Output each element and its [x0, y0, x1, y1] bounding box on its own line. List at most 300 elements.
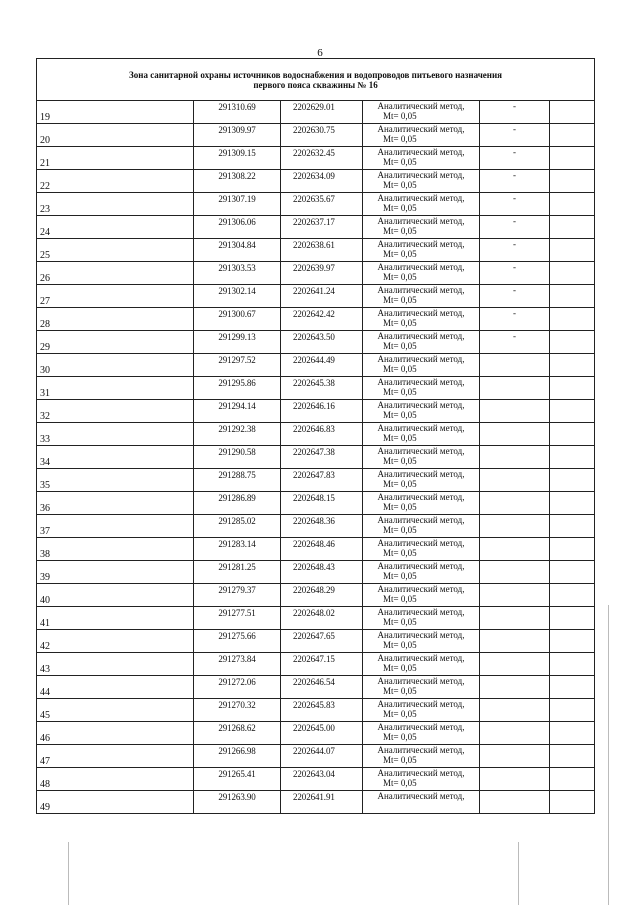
- empty-cell: [550, 262, 595, 285]
- method-label: Аналитический метод,: [377, 791, 465, 801]
- mark-cell: [480, 423, 550, 446]
- point-number: [37, 101, 194, 124]
- empty-cell: [550, 653, 595, 676]
- coordinate-x-value: 291270.32: [218, 700, 256, 710]
- empty-cell: [550, 377, 595, 400]
- coordinate-y-value: 2202639.97: [293, 263, 335, 273]
- coordinate-x: [194, 354, 281, 377]
- mark-cell: [480, 791, 550, 814]
- coordinate-y-value: 2202645.38: [293, 378, 335, 388]
- method-label: Аналитический метод,: [377, 101, 465, 111]
- coordinate-x: [194, 377, 281, 400]
- coordinate-x: [194, 745, 281, 768]
- coordinate-y: [281, 745, 363, 768]
- mark-cell-value: -: [513, 262, 516, 272]
- coordinate-x: [194, 722, 281, 745]
- mark-cell: [480, 607, 550, 630]
- coordinate-x: [194, 239, 281, 262]
- coordinate-y: [281, 469, 363, 492]
- method-cell: [363, 561, 480, 584]
- point-number: [37, 124, 194, 147]
- table-row: [37, 745, 595, 768]
- table-row: [37, 239, 595, 262]
- mark-cell-value: -: [513, 239, 516, 249]
- table-row: [37, 101, 595, 124]
- table-row: [37, 676, 595, 699]
- method-label: Аналитический метод,: [377, 124, 465, 134]
- accuracy-label: Mt= 0,05: [383, 272, 417, 282]
- coordinate-y: [281, 216, 363, 239]
- accuracy-label: Mt= 0,05: [383, 479, 417, 489]
- coordinate-x: [194, 561, 281, 584]
- mark-cell: [480, 469, 550, 492]
- coordinate-x-value: 291283.14: [218, 539, 256, 549]
- accuracy-label: Mt= 0,05: [383, 525, 417, 535]
- method-cell: [363, 791, 480, 814]
- method-label: Аналитический метод,: [377, 722, 465, 732]
- coordinate-y-value: 2202638.61: [293, 240, 335, 250]
- table-title-line-1: Зона санитарной охраны источников водоснабжения и водопроводов питьевого назначения: [129, 69, 503, 80]
- method-label: Аналитический метод,: [377, 170, 465, 180]
- accuracy-label: Mt= 0,05: [383, 134, 417, 144]
- table-row: [37, 331, 595, 354]
- coordinate-y-value: 2202648.15: [293, 493, 335, 503]
- coordinate-x-value: 291309.15: [218, 148, 256, 158]
- method-cell: [363, 285, 480, 308]
- point-number-value: 46: [40, 733, 50, 744]
- coordinate-y: [281, 584, 363, 607]
- coordinate-x-value: 291268.62: [218, 723, 256, 733]
- point-number: [37, 584, 194, 607]
- empty-cell: [550, 147, 595, 170]
- method-label: Аналитический метод,: [377, 538, 465, 548]
- empty-cell: [550, 607, 595, 630]
- coordinate-x-value: 291308.22: [218, 171, 256, 181]
- coordinate-x-value: 291310.69: [218, 102, 256, 112]
- mark-cell: [480, 722, 550, 745]
- point-number-value: 26: [40, 273, 50, 284]
- method-label: Аналитический метод,: [377, 354, 465, 364]
- method-label: Аналитический метод,: [377, 400, 465, 410]
- accuracy-label: Mt= 0,05: [383, 295, 417, 305]
- method-cell: [363, 630, 480, 653]
- method-cell: [363, 216, 480, 239]
- mark-cell: [480, 699, 550, 722]
- mark-cell: [480, 630, 550, 653]
- method-label: Аналитический метод,: [377, 469, 465, 479]
- empty-cell: [550, 745, 595, 768]
- coordinate-x: [194, 193, 281, 216]
- accuracy-label: Mt= 0,05: [383, 502, 417, 512]
- mark-cell-value: -: [513, 124, 516, 134]
- mark-cell: [480, 492, 550, 515]
- coordinate-x-value: 291290.58: [218, 447, 256, 457]
- point-number-value: 39: [40, 572, 50, 583]
- accuracy-label: Mt= 0,05: [383, 571, 417, 581]
- coordinate-x-value: 291273.84: [218, 654, 256, 664]
- coordinate-x-value: 291295.86: [218, 378, 256, 388]
- accuracy-label: Mt= 0,05: [383, 180, 417, 190]
- accuracy-label: Mt= 0,05: [383, 249, 417, 259]
- coordinate-x-value: 291265.41: [218, 769, 256, 779]
- mark-cell: [480, 331, 550, 354]
- table-row: [37, 653, 595, 676]
- coordinate-y-value: 2202637.17: [293, 217, 335, 227]
- point-number-value: 49: [40, 802, 50, 813]
- empty-cell: [550, 400, 595, 423]
- coordinate-x-value: 291281.25: [218, 562, 256, 572]
- accuracy-label: Mt= 0,05: [383, 341, 417, 351]
- method-label: Аналитический метод,: [377, 653, 465, 663]
- coordinate-x-value: 291288.75: [218, 470, 256, 480]
- empty-cell: [550, 630, 595, 653]
- coordinate-y-value: 2202648.43: [293, 562, 335, 572]
- coordinate-x: [194, 101, 281, 124]
- coordinate-x-value: 291302.14: [218, 286, 256, 296]
- method-cell: [363, 331, 480, 354]
- point-number: [37, 331, 194, 354]
- coordinate-x-value: 291294.14: [218, 401, 256, 411]
- coordinate-x: [194, 331, 281, 354]
- method-label: Аналитический метод,: [377, 745, 465, 755]
- method-label: Аналитический метод,: [377, 147, 465, 157]
- point-number: [37, 400, 194, 423]
- coordinate-x: [194, 699, 281, 722]
- coordinate-y-value: 2202629.01: [293, 102, 335, 112]
- method-cell: [363, 768, 480, 791]
- coordinate-x-value: 291285.02: [218, 516, 256, 526]
- coordinate-x-value: 291279.37: [218, 585, 256, 595]
- method-label: Аналитический метод,: [377, 768, 465, 778]
- empty-cell: [550, 308, 595, 331]
- table-row: [37, 147, 595, 170]
- mark-cell: [480, 285, 550, 308]
- point-number-value: 41: [40, 618, 50, 629]
- coordinate-y-value: 2202647.83: [293, 470, 335, 480]
- coordinate-y: [281, 699, 363, 722]
- coordinate-y-value: 2202648.02: [293, 608, 335, 618]
- coordinate-x: [194, 492, 281, 515]
- coordinate-x: [194, 515, 281, 538]
- coordinate-y: [281, 400, 363, 423]
- coordinate-y-value: 2202635.67: [293, 194, 335, 204]
- coordinate-x: [194, 124, 281, 147]
- point-number-value: 23: [40, 204, 50, 215]
- mark-cell: [480, 515, 550, 538]
- table-row: [37, 193, 595, 216]
- coordinate-x: [194, 170, 281, 193]
- point-number-value: 36: [40, 503, 50, 514]
- coordinate-y-value: 2202641.91: [293, 792, 335, 802]
- point-number: [37, 538, 194, 561]
- method-cell: [363, 492, 480, 515]
- accuracy-label: Mt= 0,05: [383, 387, 417, 397]
- point-number-value: 34: [40, 457, 50, 468]
- point-number-value: 28: [40, 319, 50, 330]
- table-row: [37, 515, 595, 538]
- empty-cell: [550, 331, 595, 354]
- coordinate-y-value: 2202645.00: [293, 723, 335, 733]
- table-row: [37, 630, 595, 653]
- method-label: Аналитический метод,: [377, 193, 465, 203]
- method-cell: [363, 423, 480, 446]
- empty-cell: [550, 446, 595, 469]
- table-row: [37, 216, 595, 239]
- point-number-value: 31: [40, 388, 50, 399]
- coordinate-y-value: 2202647.15: [293, 654, 335, 664]
- coordinate-y: [281, 446, 363, 469]
- accuracy-label: Mt= 0,05: [383, 617, 417, 627]
- empty-cell: [550, 193, 595, 216]
- page-margin-line-left: [68, 842, 69, 905]
- mark-cell: [480, 101, 550, 124]
- coordinate-x: [194, 676, 281, 699]
- method-label: Аналитический метод,: [377, 239, 465, 249]
- empty-cell: [550, 515, 595, 538]
- coordinate-y-value: 2202648.36: [293, 516, 335, 526]
- coordinate-y: [281, 354, 363, 377]
- point-number: [37, 722, 194, 745]
- point-number: [37, 791, 194, 814]
- coordinate-y-value: 2202632.45: [293, 148, 335, 158]
- page-margin-line-right: [608, 605, 609, 905]
- point-number: [37, 492, 194, 515]
- coordinate-x-value: 291297.52: [218, 355, 256, 365]
- empty-cell: [550, 492, 595, 515]
- point-number: [37, 285, 194, 308]
- coordinate-y: [281, 423, 363, 446]
- point-number-value: 25: [40, 250, 50, 261]
- coordinate-y-value: 2202647.38: [293, 447, 335, 457]
- point-number-value: 19: [40, 112, 50, 123]
- mark-cell: [480, 147, 550, 170]
- point-number-value: 22: [40, 181, 50, 192]
- point-number: [37, 170, 194, 193]
- method-cell: [363, 101, 480, 124]
- point-number-value: 43: [40, 664, 50, 675]
- mark-cell: [480, 170, 550, 193]
- point-number-value: 29: [40, 342, 50, 353]
- coordinate-y: [281, 101, 363, 124]
- accuracy-label: Mt= 0,05: [383, 548, 417, 558]
- coordinate-y-value: 2202643.04: [293, 769, 335, 779]
- method-cell: [363, 239, 480, 262]
- empty-cell: [550, 170, 595, 193]
- method-cell: [363, 745, 480, 768]
- coordinate-y-value: 2202642.42: [293, 309, 335, 319]
- method-cell: [363, 262, 480, 285]
- method-label: Аналитический метод,: [377, 377, 465, 387]
- coordinate-y: [281, 377, 363, 400]
- coordinate-x: [194, 147, 281, 170]
- mark-cell: [480, 124, 550, 147]
- point-number-value: 33: [40, 434, 50, 445]
- method-cell: [363, 515, 480, 538]
- page-margin-line-middle: [518, 842, 519, 905]
- accuracy-label: Mt= 0,05: [383, 755, 417, 765]
- method-cell: [363, 722, 480, 745]
- point-number: [37, 515, 194, 538]
- coordinate-y: [281, 170, 363, 193]
- coordinate-x: [194, 607, 281, 630]
- coordinate-x: [194, 469, 281, 492]
- mark-cell: [480, 377, 550, 400]
- empty-cell: [550, 423, 595, 446]
- mark-cell: [480, 745, 550, 768]
- point-number-value: 24: [40, 227, 50, 238]
- method-label: Аналитический метод,: [377, 308, 465, 318]
- accuracy-label: Mt= 0,05: [383, 410, 417, 420]
- table-row: [37, 469, 595, 492]
- mark-cell: [480, 239, 550, 262]
- mark-cell-value: -: [513, 216, 516, 226]
- point-number: [37, 216, 194, 239]
- coordinate-x: [194, 262, 281, 285]
- point-number: [37, 147, 194, 170]
- coordinate-y-value: 2202630.75: [293, 125, 335, 135]
- mark-cell-value: -: [513, 147, 516, 157]
- coordinate-x: [194, 630, 281, 653]
- coordinate-x-value: 291275.66: [218, 631, 256, 641]
- coordinate-y: [281, 239, 363, 262]
- mark-cell: [480, 216, 550, 239]
- empty-cell: [550, 216, 595, 239]
- method-cell: [363, 354, 480, 377]
- point-number-value: 21: [40, 158, 50, 169]
- point-number-value: 35: [40, 480, 50, 491]
- method-label: Аналитический метод,: [377, 446, 465, 456]
- empty-cell: [550, 239, 595, 262]
- coordinate-y: [281, 285, 363, 308]
- point-number: [37, 239, 194, 262]
- method-label: Аналитический метод,: [377, 515, 465, 525]
- point-number: [37, 308, 194, 331]
- method-cell: [363, 308, 480, 331]
- method-label: Аналитический метод,: [377, 584, 465, 594]
- coordinate-y: [281, 607, 363, 630]
- point-number-value: 38: [40, 549, 50, 560]
- coordinate-y: [281, 515, 363, 538]
- coordinate-y-value: 2202645.83: [293, 700, 335, 710]
- coordinate-x-value: 291307.19: [218, 194, 256, 204]
- method-label: Аналитический метод,: [377, 216, 465, 226]
- coordinate-y-value: 2202646.16: [293, 401, 335, 411]
- coordinate-x: [194, 285, 281, 308]
- point-number: [37, 377, 194, 400]
- coordinate-y-value: 2202644.07: [293, 746, 335, 756]
- method-label: Аналитический метод,: [377, 676, 465, 686]
- table-title-row: [37, 59, 595, 101]
- accuracy-label: Mt= 0,05: [383, 364, 417, 374]
- accuracy-label: Mt= 0,05: [383, 157, 417, 167]
- point-number: [37, 768, 194, 791]
- method-cell: [363, 400, 480, 423]
- empty-cell: [550, 699, 595, 722]
- coordinate-x: [194, 400, 281, 423]
- point-number-value: 37: [40, 526, 50, 537]
- point-number: [37, 561, 194, 584]
- point-number-value: 40: [40, 595, 50, 606]
- empty-cell: [550, 538, 595, 561]
- point-number: [37, 193, 194, 216]
- point-number-value: 48: [40, 779, 50, 790]
- empty-cell: [550, 768, 595, 791]
- empty-cell: [550, 285, 595, 308]
- method-cell: [363, 607, 480, 630]
- method-label: Аналитический метод,: [377, 607, 465, 617]
- method-cell: [363, 446, 480, 469]
- point-number-value: 42: [40, 641, 50, 652]
- coordinate-y: [281, 331, 363, 354]
- accuracy-label: Mt= 0,05: [383, 663, 417, 673]
- coordinate-y: [281, 791, 363, 814]
- mark-cell-value: -: [513, 193, 516, 203]
- table-row: [37, 308, 595, 331]
- accuracy-label: Mt= 0,05: [383, 318, 417, 328]
- coordinate-x-value: 291292.38: [218, 424, 256, 434]
- coordinate-y: [281, 193, 363, 216]
- page-number: 6: [317, 47, 323, 59]
- coordinate-y-value: 2202648.29: [293, 585, 335, 595]
- empty-cell: [550, 124, 595, 147]
- mark-cell: [480, 653, 550, 676]
- mark-cell: [480, 193, 550, 216]
- coordinate-y: [281, 147, 363, 170]
- table-row: [37, 722, 595, 745]
- empty-cell: [550, 101, 595, 124]
- table-row: [37, 170, 595, 193]
- empty-cell: [550, 791, 595, 814]
- coordinate-y: [281, 722, 363, 745]
- method-cell: [363, 170, 480, 193]
- accuracy-label: Mt= 0,05: [383, 433, 417, 443]
- table-title-line-2: первого пояса скважины № 16: [253, 79, 378, 90]
- point-number: [37, 446, 194, 469]
- coordinate-y-value: 2202643.50: [293, 332, 335, 342]
- table-row: [37, 607, 595, 630]
- method-cell: [363, 147, 480, 170]
- mark-cell: [480, 354, 550, 377]
- mark-cell: [480, 538, 550, 561]
- coordinate-y: [281, 768, 363, 791]
- empty-cell: [550, 561, 595, 584]
- point-number: [37, 423, 194, 446]
- coordinate-x: [194, 653, 281, 676]
- method-label: Аналитический метод,: [377, 630, 465, 640]
- accuracy-label: Mt= 0,05: [383, 640, 417, 650]
- coordinate-x: [194, 216, 281, 239]
- method-label: Аналитический метод,: [377, 285, 465, 295]
- mark-cell-value: -: [513, 285, 516, 295]
- mark-cell-value: -: [513, 101, 516, 111]
- point-number-value: 27: [40, 296, 50, 307]
- table-row: [37, 285, 595, 308]
- coordinate-x-value: 291277.51: [218, 608, 256, 618]
- table-row: [37, 423, 595, 446]
- coordinate-y-value: 2202647.65: [293, 631, 335, 641]
- empty-cell: [550, 676, 595, 699]
- table-row: [37, 446, 595, 469]
- method-label: Аналитический метод,: [377, 492, 465, 502]
- point-number: [37, 262, 194, 285]
- method-cell: [363, 377, 480, 400]
- method-cell: [363, 584, 480, 607]
- coordinate-x: [194, 308, 281, 331]
- coordinate-x-value: 291266.98: [218, 746, 256, 756]
- method-label: Аналитический метод,: [377, 262, 465, 272]
- mark-cell-value: -: [513, 331, 516, 341]
- table-row: [37, 584, 595, 607]
